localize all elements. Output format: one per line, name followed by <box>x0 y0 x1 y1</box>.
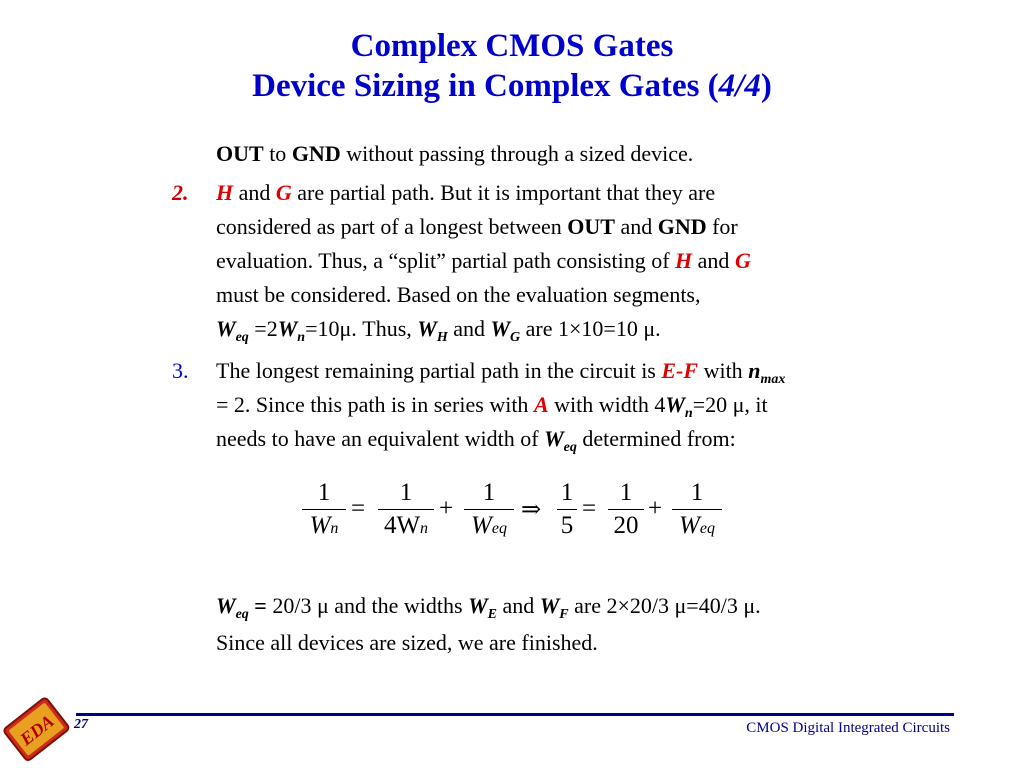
text: determined from: <box>576 426 736 451</box>
text: with width 4 <box>548 392 666 417</box>
text: without passing through a sized device. <box>340 141 694 166</box>
denominator: 4Wn <box>383 512 429 539</box>
numerator: 1 <box>560 479 574 506</box>
gnd-term: GND <box>657 214 707 239</box>
text: =20 μ, it <box>692 392 768 417</box>
text: considered as part of a longest between <box>216 214 568 239</box>
subtitle-prefix: Device Sizing in Complex Gates ( <box>252 68 719 104</box>
subscript: F <box>559 607 569 622</box>
text: evaluation. Thus, a “split” partial path consisting of <box>216 248 676 273</box>
fraction-3 <box>464 477 514 542</box>
equals-sign: = <box>351 495 366 522</box>
text: and <box>692 248 735 273</box>
text: and <box>614 214 658 239</box>
ef-term: E-F <box>661 358 699 383</box>
subscript: E <box>487 607 497 622</box>
item-2-line-5 <box>216 312 661 346</box>
footer-course-title: CMOS Digital Integrated Circuits <box>746 720 950 736</box>
plus-sign: + <box>648 495 663 522</box>
item-3-line-2 <box>216 388 768 422</box>
item-3-number: 3. <box>172 358 189 383</box>
w-var: W <box>216 316 236 341</box>
w-var: W <box>665 392 685 417</box>
a-term: A <box>533 392 549 417</box>
text: to <box>263 141 292 166</box>
n-var: n <box>748 358 761 383</box>
w-var: W <box>544 426 564 451</box>
numerator: 1 <box>399 479 413 506</box>
subscript: G <box>510 330 521 345</box>
w-var: W <box>539 593 560 618</box>
final-line: Since all devices are sized, we are finished. <box>216 630 598 655</box>
subscript: n <box>297 330 306 345</box>
text: =2 <box>248 316 278 341</box>
subtitle-fraction: 4/4 <box>718 68 761 104</box>
item-3-line-1 <box>216 354 785 388</box>
out-term: OUT <box>567 214 615 239</box>
denominator: Wn <box>309 512 339 539</box>
text: are partial path. But it is important that they are <box>291 180 716 205</box>
w-var: W <box>490 316 511 341</box>
numerator: 1 <box>317 479 331 506</box>
text: and <box>447 316 491 341</box>
numerator: 1 <box>619 479 633 506</box>
text: The longest remaining partial path in the circuit is <box>216 358 662 383</box>
item-2-number: 2. <box>172 180 189 205</box>
denominator: 5 <box>560 512 574 539</box>
plus-sign: + <box>439 495 454 522</box>
fraction-5 <box>608 477 644 542</box>
item-2-line-3 <box>216 244 751 278</box>
denominator: Weq <box>679 512 715 539</box>
denominator: Weq <box>471 512 507 539</box>
eda-logo <box>2 695 72 765</box>
result-line <box>216 589 761 623</box>
text: are 2×20/3 μ=40/3 μ. <box>568 593 761 618</box>
text: needs to have an equivalent width of <box>216 426 545 451</box>
g-term: G <box>734 248 751 273</box>
text: = 2. Since this path is in series with <box>216 392 534 417</box>
denominator: 20 <box>613 512 639 539</box>
fraction-6 <box>672 477 722 542</box>
text: are 1×10=10 μ. <box>520 316 661 341</box>
subscript: eq <box>235 330 249 345</box>
h-term: H <box>216 180 234 205</box>
fraction-1 <box>302 477 346 542</box>
equals-sign: = <box>582 495 597 522</box>
subscript: eq <box>235 607 249 622</box>
page-number: 27 <box>74 717 88 732</box>
continuation-line <box>216 137 693 171</box>
w-var: W <box>417 316 437 341</box>
slide-title: Complex CMOS Gates <box>350 28 674 64</box>
text: =10μ. Thus, <box>305 316 418 341</box>
item-2-line-4: must be considered. Based on the evaluation segments, <box>216 282 701 307</box>
item-2-line-2 <box>216 210 738 244</box>
text: = <box>248 593 273 618</box>
text: 20/3 μ and the widths <box>272 593 469 618</box>
gnd-term: GND <box>291 141 341 166</box>
numerator: 1 <box>482 479 496 506</box>
text: for <box>706 214 738 239</box>
item-3-line-3 <box>216 422 736 456</box>
g-term: G <box>275 180 292 205</box>
item-2-line-1 <box>216 176 715 210</box>
fraction-4 <box>557 477 577 542</box>
text: and <box>233 180 276 205</box>
subtitle-suffix: ) <box>760 68 772 104</box>
fraction-2 <box>378 477 434 542</box>
text: and <box>496 593 540 618</box>
out-term: OUT <box>216 141 264 166</box>
w-var: W <box>277 316 298 341</box>
w-var: W <box>468 593 488 618</box>
h-term: H <box>675 248 693 273</box>
subscript: eq <box>563 440 577 455</box>
footer-divider <box>76 713 954 716</box>
w-var: W <box>216 593 236 618</box>
subscript: max <box>760 372 786 387</box>
slide-subtitle <box>0 66 1024 106</box>
logo-text: EDA <box>16 710 58 750</box>
subscript: n <box>684 406 693 421</box>
implies-arrow: ⇒ <box>521 495 542 523</box>
text: with <box>698 358 749 383</box>
numerator: 1 <box>690 479 704 506</box>
subscript: H <box>436 330 448 345</box>
